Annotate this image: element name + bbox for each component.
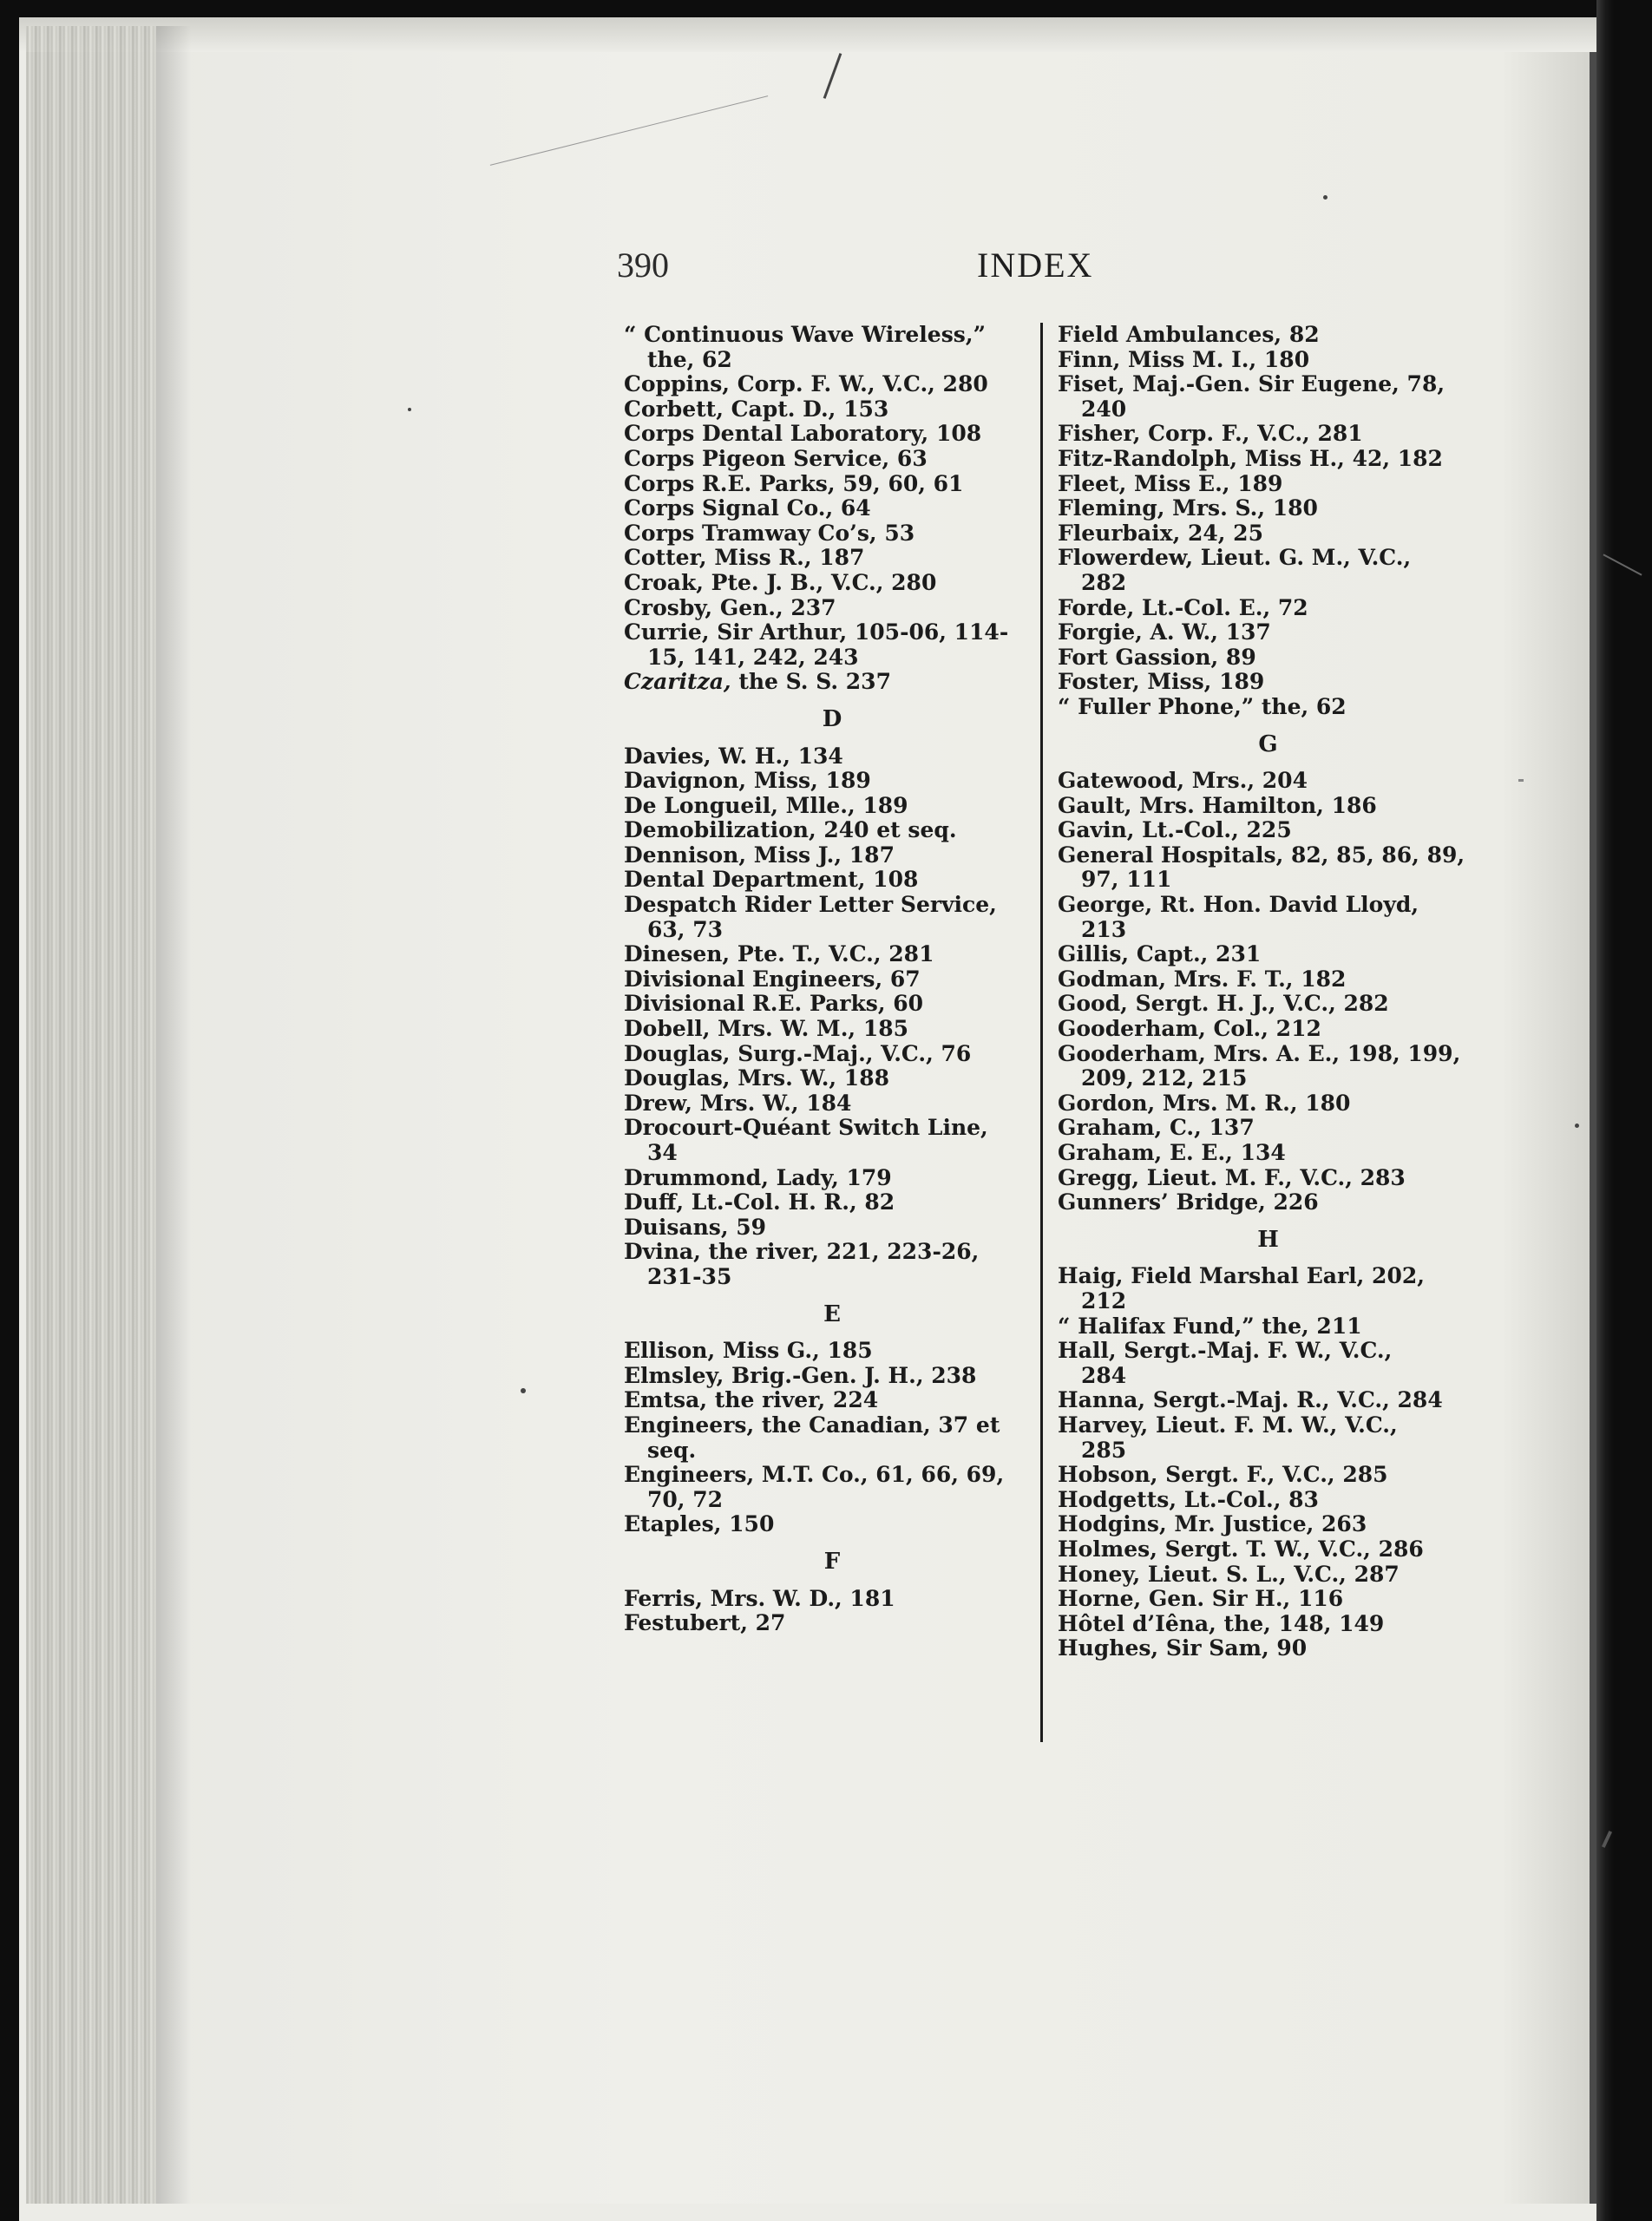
index-entry-continuation: seq. <box>647 1437 697 1463</box>
index-entry-continuation: 213 <box>1081 916 1127 942</box>
index-entry-continuation: 284 <box>1081 1362 1127 1388</box>
index-column-right <box>1058 323 1478 1661</box>
index-entry-continuation: 212 <box>1081 1287 1127 1314</box>
index-entry: Coppins, Corp. F. W., V.C., 280 <box>624 371 988 397</box>
index-entry: Gooderham, Col., 212 <box>1058 1016 1321 1042</box>
index-entry: Graham, C., 137 <box>1058 1115 1255 1141</box>
index-entry: Graham, E. E., 134 <box>1058 1140 1286 1165</box>
index-entry-continuation: the, 62 <box>647 346 732 372</box>
index-entry: Festubert, 27 <box>624 1610 786 1636</box>
right-page-edge <box>1590 52 1596 2204</box>
index-entry: “ Fuller Phone,” the, 62 <box>1058 693 1347 719</box>
speck <box>1518 779 1524 782</box>
index-entry: Flowerdew, Lieut. G. M., V.C., <box>1058 545 1412 571</box>
index-entry-continuation: 209, 212, 215 <box>1081 1065 1248 1091</box>
page-top-edge <box>19 17 1620 52</box>
index-entry: Gregg, Lieut. M. F., V.C., 283 <box>1058 1164 1406 1190</box>
index-entry: Corps Signal Co., 64 <box>624 495 871 521</box>
index-entry: Drummond, Lady, 179 <box>624 1164 892 1190</box>
index-entry-continuation: 240 <box>1081 396 1127 422</box>
index-entry: Engineers, M.T. Co., 61, 66, 69, <box>624 1462 1005 1488</box>
index-entry: Gooderham, Mrs. A. E., 198, 199, <box>1058 1040 1461 1066</box>
column-divider <box>1040 323 1043 1742</box>
index-entry: Fiset, Maj.-Gen. Sir Eugene, 78, <box>1058 371 1446 397</box>
section-letter: G <box>1258 731 1278 757</box>
index-entry: Demobilization, 240 et seq. <box>624 817 957 843</box>
index-entry: Hughes, Sir Sam, 90 <box>1058 1635 1308 1661</box>
index-entry-continuation: 63, 73 <box>647 916 723 942</box>
page-number: 390 <box>617 246 669 285</box>
index-entry: Dinesen, Pte. T., V.C., 281 <box>624 941 934 967</box>
index-entry: Hodgins, Mr. Justice, 263 <box>1058 1511 1367 1537</box>
speck <box>521 1388 526 1393</box>
index-entry: Godman, Mrs. F. T., 182 <box>1058 966 1347 992</box>
index-entry: Forgie, A. W., 137 <box>1058 619 1271 645</box>
index-entry: General Hospitals, 82, 85, 86, 89, <box>1058 842 1465 868</box>
index-entry: Cotter, Miss R., 187 <box>624 545 865 571</box>
index-entry: Hôtel d’Iêna, the, 148, 149 <box>1058 1610 1385 1636</box>
index-entry: Emtsa, the river, 224 <box>624 1387 879 1413</box>
index-entry: Gatewood, Mrs., 204 <box>1058 768 1308 794</box>
index-entry: “ Halifax Fund,” the, 211 <box>1058 1313 1362 1339</box>
index-entry: “ Continuous Wave Wireless,” <box>624 322 986 347</box>
index-entry-continuation: 70, 72 <box>647 1486 723 1512</box>
index-entry: Fitz-Randolph, Miss H., 42, 182 <box>1058 445 1443 471</box>
index-entry: Holmes, Sergt. T. W., V.C., 286 <box>1058 1536 1424 1562</box>
speck <box>1323 195 1328 200</box>
index-entry: Currie, Sir Arthur, 105-06, 114- <box>624 619 1009 645</box>
index-entry: Dvina, the river, 221, 223-26, <box>624 1239 980 1265</box>
index-entry: Forde, Lt.-Col. E., 72 <box>1058 594 1308 620</box>
index-entry-continuation: 34 <box>647 1140 678 1165</box>
index-entry: Dennison, Miss J., 187 <box>624 842 895 868</box>
index-entry: Croak, Pte. J. B., V.C., 280 <box>624 569 937 595</box>
section-letter: E <box>823 1300 841 1327</box>
index-entry: Davies, W. H., 134 <box>624 743 843 769</box>
index-entry: Horne, Gen. Sir H., 116 <box>1058 1586 1344 1612</box>
index-entry: Hanna, Sergt.-Maj. R., V.C., 284 <box>1058 1387 1443 1413</box>
index-entry: Finn, Miss M. I., 180 <box>1058 346 1310 372</box>
index-entry: Gavin, Lt.-Col., 225 <box>1058 817 1292 843</box>
index-entry: Corps R.E. Parks, 59, 60, 61 <box>624 470 964 496</box>
section-letter: H <box>1257 1226 1279 1253</box>
index-entry: Dental Department, 108 <box>624 867 919 893</box>
index-entry: Field Ambulances, 82 <box>1058 322 1320 347</box>
index-entry: Dobell, Mrs. W. M., 185 <box>624 1016 909 1042</box>
index-entry: Gordon, Mrs. M. R., 180 <box>1058 1090 1351 1116</box>
index-entry: Hodgetts, Lt.-Col., 83 <box>1058 1486 1319 1512</box>
index-entry: Ellison, Miss G., 185 <box>624 1338 873 1364</box>
index-entry: Douglas, Mrs. W., 188 <box>624 1065 889 1091</box>
index-entry-continuation: 97, 111 <box>1081 867 1172 893</box>
index-entry: De Longueil, Mlle., 189 <box>624 792 908 818</box>
binding-shadow <box>156 26 191 2204</box>
scan-border <box>1596 0 1652 2221</box>
index-entry: Good, Sergt. H. J., V.C., 282 <box>1058 991 1389 1017</box>
section-letter: F <box>823 1548 841 1575</box>
index-entry: Douglas, Surg.-Maj., V.C., 76 <box>624 1040 972 1066</box>
index-entry: Fisher, Corp. F., V.C., 281 <box>1058 421 1363 447</box>
speck <box>408 408 411 411</box>
index-entry: Divisional R.E. Parks, 60 <box>624 991 924 1017</box>
index-entry: Despatch Rider Letter Service, <box>624 892 997 918</box>
index-entry: Honey, Lieut. S. L., V.C., 287 <box>1058 1561 1400 1587</box>
index-entry-continuation: 231-35 <box>647 1263 732 1289</box>
section-letter: D <box>822 705 842 732</box>
entry-text: the S. S. 237 <box>731 669 891 695</box>
index-entry: Corps Dental Laboratory, 108 <box>624 421 982 447</box>
index-entry: Hobson, Sergt. F., V.C., 285 <box>1058 1462 1388 1488</box>
index-entry-continuation: 285 <box>1081 1437 1127 1463</box>
running-head <box>617 245 1137 288</box>
index-entry: Drocourt-Quéant Switch Line, <box>624 1115 988 1141</box>
index-entry: Corps Tramway Co’s, 53 <box>624 520 915 546</box>
index-entry: Fleet, Miss E., 189 <box>1058 470 1283 496</box>
index-entry-continuation: 15, 141, 242, 243 <box>647 644 859 670</box>
index-entry: Drew, Mrs. W., 184 <box>624 1090 852 1116</box>
index-entry: Haig, Field Marshal Earl, 202, <box>1058 1263 1425 1289</box>
index-entry: Gunners’ Bridge, 226 <box>1058 1189 1319 1215</box>
index-entry: Gault, Mrs. Hamilton, 186 <box>1058 792 1377 818</box>
index-entry: Fleurbaix, 24, 25 <box>1058 520 1263 546</box>
index-entry: Duff, Lt.-Col. H. R., 82 <box>624 1189 895 1215</box>
index-entry: Divisional Engineers, 67 <box>624 966 921 992</box>
index-entry: George, Rt. Hon. David Lloyd, <box>1058 892 1419 918</box>
entry-italic-term: Czaritza, <box>624 669 731 695</box>
index-entry: Fort Gassion, 89 <box>1058 644 1256 670</box>
index-entry: Corps Pigeon Service, 63 <box>624 445 928 471</box>
index-entry <box>624 670 1040 695</box>
index-entry: Fleming, Mrs. S., 180 <box>1058 495 1318 521</box>
speck <box>1575 1124 1579 1128</box>
index-entry: Engineers, the Canadian, 37 et <box>624 1412 1000 1438</box>
index-entry: Crosby, Gen., 237 <box>624 594 836 620</box>
index-entry: Foster, Miss, 189 <box>1058 669 1265 695</box>
index-entry: Elmsley, Brig.-Gen. J. H., 238 <box>624 1362 977 1388</box>
index-entry-continuation: 282 <box>1081 569 1127 595</box>
index-column-left <box>624 323 1040 1636</box>
index-entry: Hall, Sergt.-Maj. F. W., V.C., <box>1058 1338 1393 1364</box>
index-entry: Duisans, 59 <box>624 1214 767 1240</box>
index-entry: Corbett, Capt. D., 153 <box>624 396 889 422</box>
index-entry: Davignon, Miss, 189 <box>624 768 871 794</box>
index-entry: Etaples, 150 <box>624 1511 775 1537</box>
index-entry: Ferris, Mrs. W. D., 181 <box>624 1585 895 1611</box>
page-title: INDEX <box>977 246 1094 285</box>
index-entry: Gillis, Capt., 231 <box>1058 941 1262 967</box>
page-stack-edges <box>26 26 156 2204</box>
index-entry: Harvey, Lieut. F. M. W., V.C., <box>1058 1412 1398 1438</box>
